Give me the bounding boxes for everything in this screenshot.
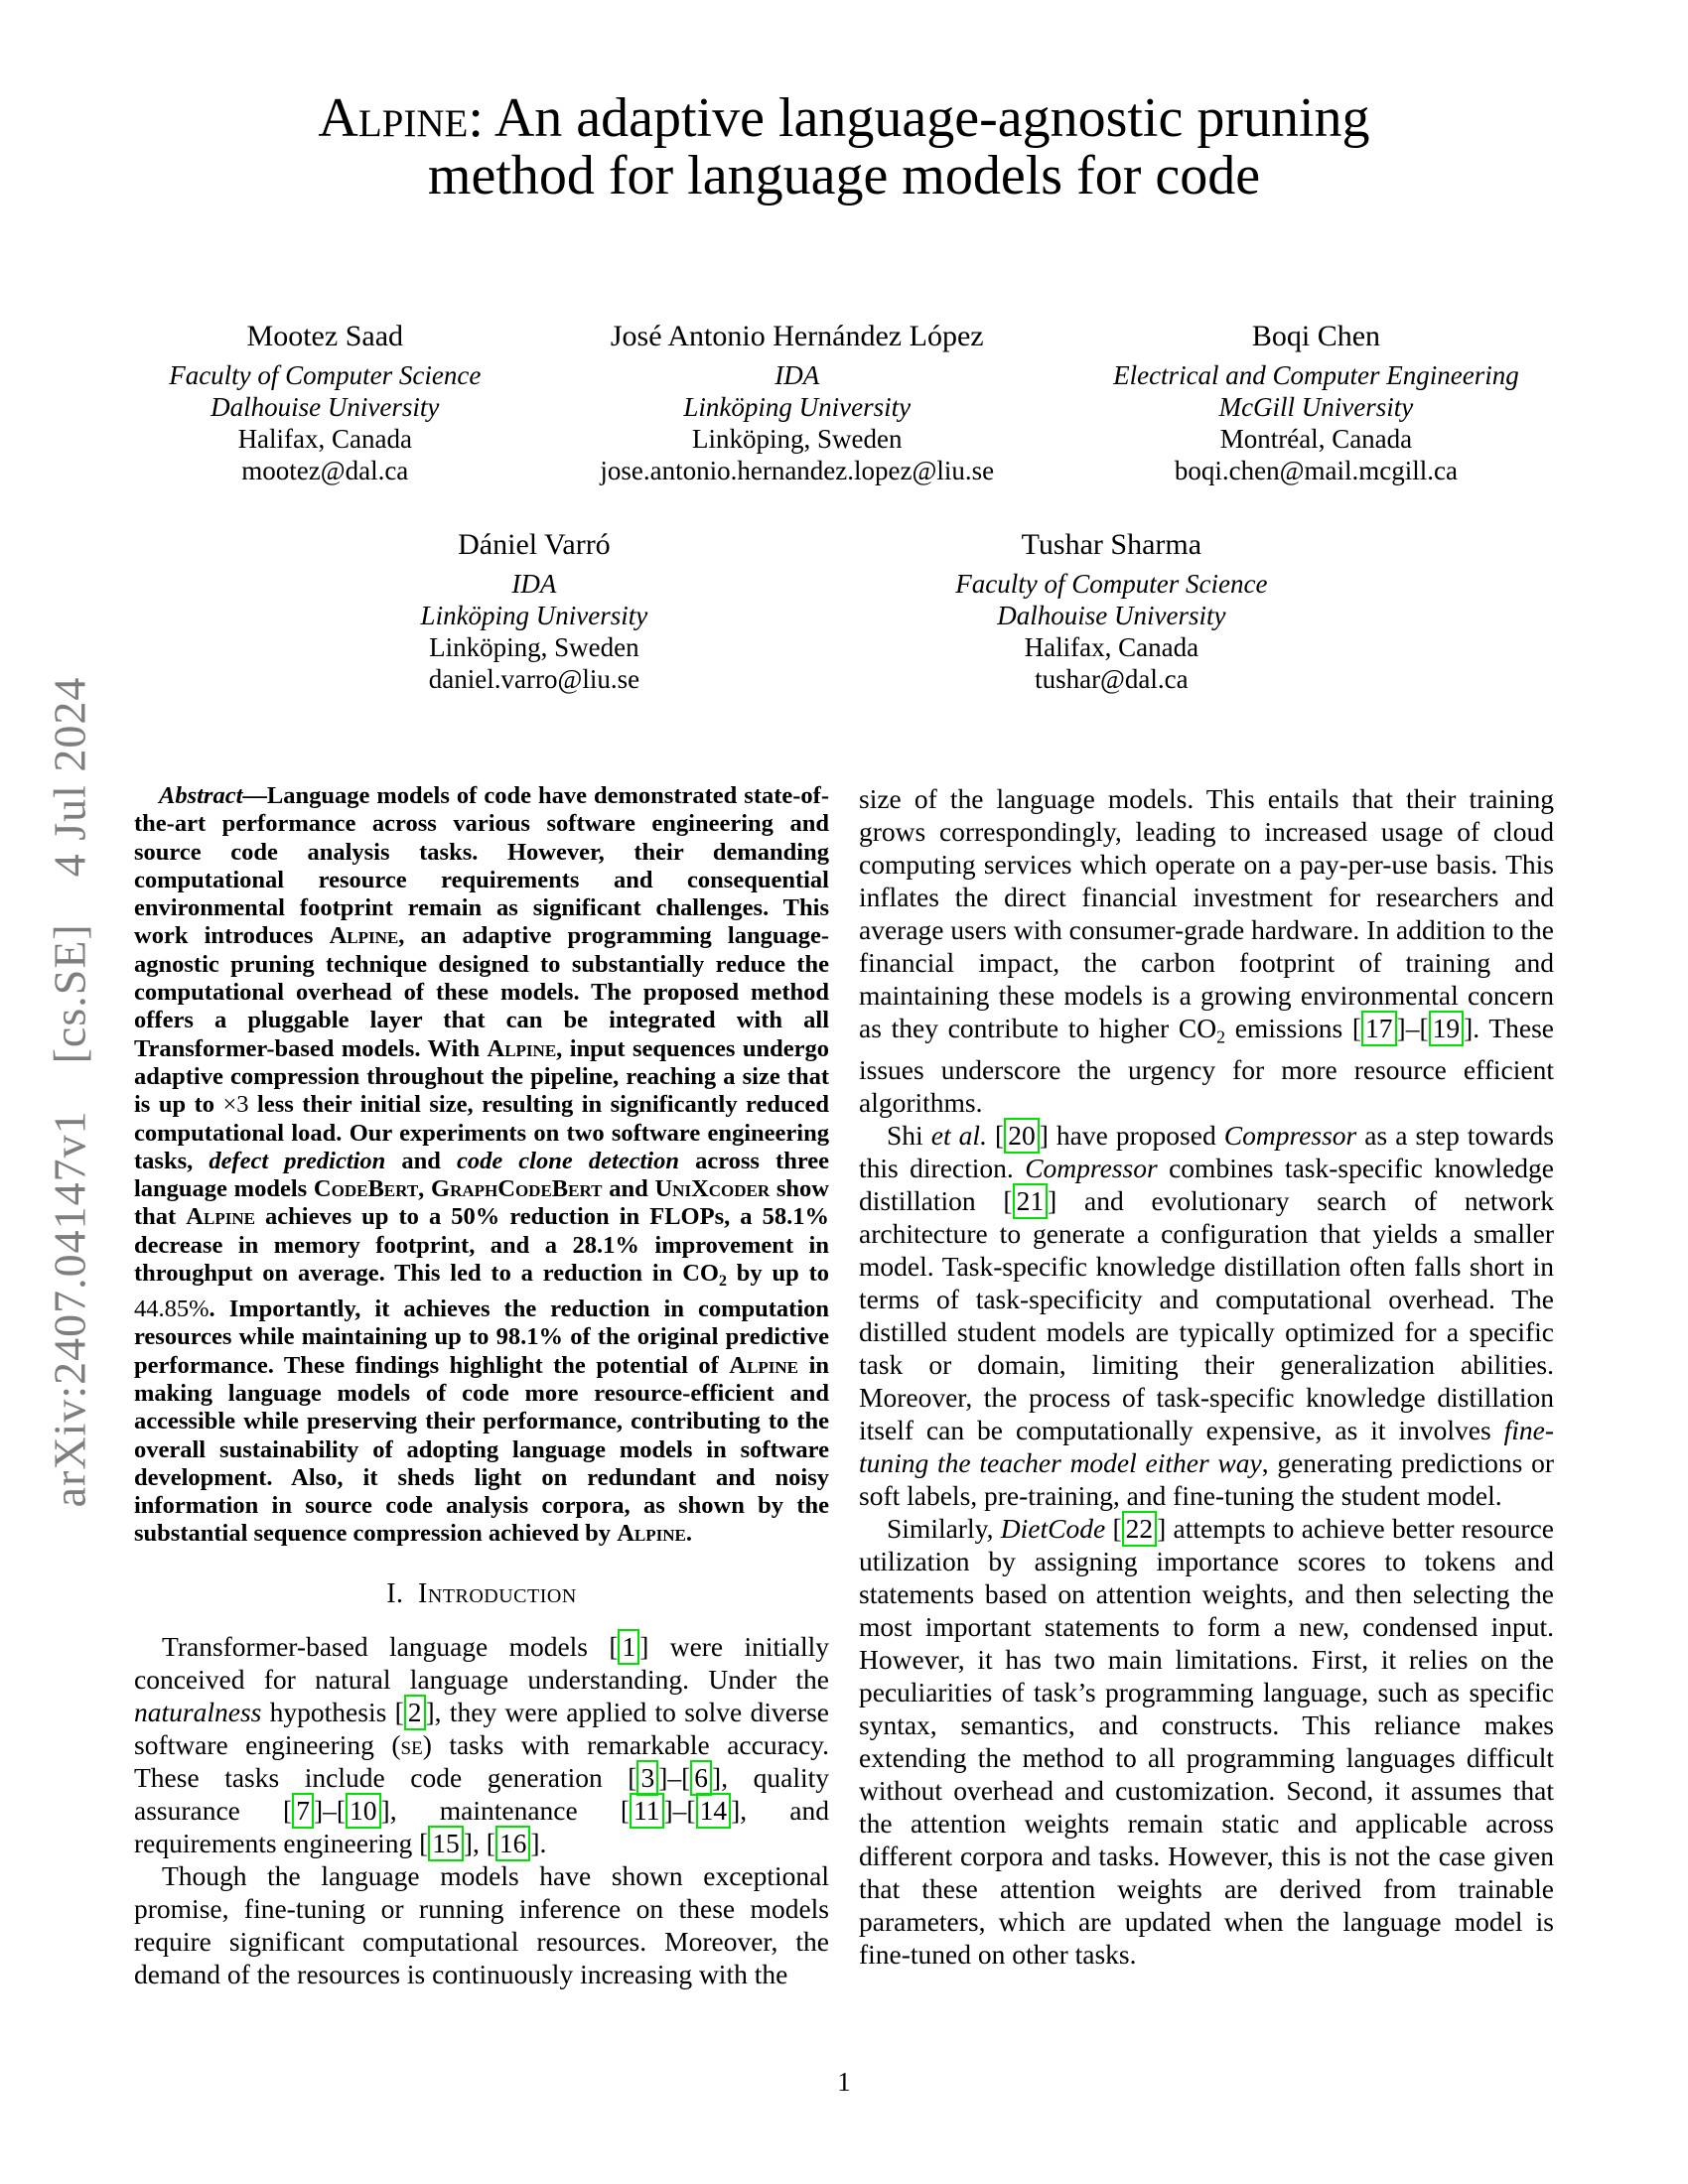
text-run: 2 xyxy=(1216,1026,1225,1047)
text-run: 44.85% xyxy=(134,1296,210,1323)
text-run: ]. These issues underscore the urgency for more resource efficient algorithms. xyxy=(859,1013,1555,1119)
text-run: ], quality assurance [ xyxy=(134,1761,829,1826)
author-name: Mootez Saad xyxy=(246,320,404,352)
text-run: ], they were applied to solve diverse software engineering ( xyxy=(134,1696,829,1760)
author-email: daniel.varro@liu.se xyxy=(428,664,640,694)
text-run: code clone detection xyxy=(456,1147,679,1174)
text-run: , generating predictions or soft labels, pre-training, and fine-tuning the student model. xyxy=(859,1447,1554,1512)
paper-title-line1 xyxy=(0,89,1688,147)
arxiv-watermark: arXiv:2407.04147v1 [cs.SE] 4 Jul 2024 xyxy=(44,676,95,1508)
page-number: 1 xyxy=(837,2067,851,2097)
text-run: naturalness xyxy=(134,1696,262,1727)
author-email: tushar@dal.ca xyxy=(1035,664,1189,694)
left-column xyxy=(134,782,829,1990)
author-row-1 xyxy=(0,320,1688,486)
text-run: ], [ xyxy=(463,1827,495,1858)
right-column xyxy=(859,782,1554,1971)
intro-paragraph-2 xyxy=(134,1859,829,1990)
text-run: by up to xyxy=(726,1260,829,1288)
author-department: Faculty of Computer Science xyxy=(955,569,1268,599)
text-run: Alpine xyxy=(329,922,399,950)
text-run: Introduction xyxy=(418,1577,577,1609)
text-run: . xyxy=(685,1520,692,1548)
author-department: Faculty of Computer Science xyxy=(169,360,482,390)
citation-link[interactable]: 17 xyxy=(1361,1011,1397,1046)
text-run: ]. xyxy=(530,1827,547,1858)
text-run: as a step towards this direction. xyxy=(859,1120,1554,1184)
text-run: show that xyxy=(134,1175,830,1231)
citation-link[interactable]: 19 xyxy=(1429,1011,1465,1046)
author-university: Dalhouise University xyxy=(211,392,440,422)
author-city: Halifax, Canada xyxy=(237,424,412,454)
citation-link[interactable]: 15 xyxy=(428,1826,464,1861)
citation-link[interactable]: 2 xyxy=(404,1695,426,1730)
text-run: ] have proposed xyxy=(1039,1120,1224,1152)
author-university: McGill University xyxy=(1218,392,1414,422)
text-run: , an adaptive programming language-agnostic pruning technique designed to substantially reduce the computational overhead of these models. The proposed method offers a pluggable layer that can be integrated with all Transformer-based models. With xyxy=(134,922,829,1062)
author-city: Montréal, Canada xyxy=(1219,424,1413,454)
text-run: : An adaptive language-agnostic pruning xyxy=(468,87,1370,149)
citation-link[interactable]: 21 xyxy=(1013,1183,1049,1219)
author-block-jose-antonio-hernandez-lopez xyxy=(600,320,994,486)
text-run: in making language models of code more resource-efficient and accessible while preserving their performance, contributing to the overall sustainability of adopting language models in software development. Also, it sheds light on redundant and noisy information in source code analysis corpora, as shown by the substantial sequence compression achieved by xyxy=(134,1351,829,1548)
text-run: CodeBert xyxy=(313,1175,419,1203)
intro-paragraph-1 xyxy=(134,1630,829,1859)
text-run: size of the language models. This entails that their training grows correspondingly, leading to increased usage of cloud computing services which operate on a pay-per-use basis. This inflates the direct financial investment for researchers and average users with consumer-grade hardware. In addition to the financial impact, the carbon footprint of training and maintaining these models is a growing environmental concern as they contribute to higher CO xyxy=(859,783,1554,1043)
text-run: Alpine xyxy=(318,87,469,149)
citation-link[interactable]: 22 xyxy=(1122,1511,1158,1547)
text-run: ], and requirements engineering [ xyxy=(134,1794,830,1858)
paper-title-line2 xyxy=(0,147,1688,205)
text-run: across three language models xyxy=(134,1147,829,1203)
text-run: ]–[ xyxy=(313,1794,347,1826)
text-run: Abstract xyxy=(159,782,243,809)
text-run: defect prediction xyxy=(209,1147,386,1174)
text-run: 2 xyxy=(718,1272,727,1290)
author-name: José Antonio Hernández López xyxy=(610,320,984,352)
text-run: ) tasks with remarkable accuracy. These tasks include code generation [ xyxy=(134,1728,829,1793)
author-city: Halifax, Canada xyxy=(1024,632,1199,662)
text-run: Alpine xyxy=(487,1034,557,1062)
citation-link[interactable]: 20 xyxy=(1004,1118,1040,1154)
author-block-tushar-sharma xyxy=(955,528,1267,695)
text-run: Alpine xyxy=(617,1520,686,1548)
text-run: I. xyxy=(386,1577,419,1609)
citation-link[interactable]: 3 xyxy=(636,1760,658,1796)
text-run: DietCode xyxy=(1000,1513,1106,1545)
text-run: achieves up to a 50% reduction in FLOPs, a 58.1% decrease in memory footprint, and a 28.1% improvement in throughput on average. This led to a reduction in CO xyxy=(134,1203,829,1288)
body-paragraph-continuation xyxy=(859,782,1554,1119)
citation-link[interactable]: 6 xyxy=(690,1760,712,1796)
author-email: boqi.chen@mail.mcgill.ca xyxy=(1174,456,1458,485)
text-run: and xyxy=(385,1147,457,1174)
citation-link[interactable]: 7 xyxy=(292,1793,314,1829)
author-city: Linköping, Sweden xyxy=(691,424,903,454)
text-run: Compressor xyxy=(1223,1120,1357,1152)
text-run: [ xyxy=(986,1120,1005,1152)
text-run: Similarly, xyxy=(887,1513,1001,1545)
text-run: ] and evolutionary search of network architecture to generate a configuration that yields a smaller model. Task-specific knowledge distillation often falls short in terms of task-specificity and computational overhead. The distilled student models are typically optimized for a specific task or domain, limiting their generalization abilities. Moreover, the process of task-specific knowledge distillation itself can be computationally expensive, as it involves xyxy=(859,1185,1554,1446)
author-university: Dalhouise University xyxy=(997,601,1226,630)
text-run: fine-tuning the teacher model either way xyxy=(859,1415,1554,1479)
abstract xyxy=(134,782,829,1549)
text-run: less their initial size, resulting in significantly reduced computational load. Our experiments on two software engineering tasks, xyxy=(134,1091,829,1174)
author-department: Electrical and Computer Engineering xyxy=(1113,360,1519,390)
text-run: Transformer-based language models [ xyxy=(162,1630,619,1662)
text-run: combines task-specific knowledge distillation [ xyxy=(859,1153,1554,1217)
citation-link[interactable]: 14 xyxy=(696,1793,732,1829)
author-email: jose.antonio.hernandez.lopez@liu.se xyxy=(600,456,995,485)
author-department: IDA xyxy=(774,360,820,390)
citation-link[interactable]: 16 xyxy=(495,1826,531,1861)
text-run: Alpine xyxy=(186,1203,255,1231)
text-run: ] were initially conceived for natural language understanding. Under the xyxy=(134,1630,829,1695)
author-city: Linköping, Sweden xyxy=(429,632,639,662)
text-run: , input sequences undergo adaptive compression throughout the pipeline, reaching a size that is up to xyxy=(134,1034,829,1119)
text-run: UniXcoder xyxy=(654,1175,771,1203)
text-run: ]–[ xyxy=(1396,1013,1429,1043)
body-paragraph-compressor xyxy=(859,1119,1554,1512)
author-name: Tushar Sharma xyxy=(1021,528,1202,561)
text-run: emissions [ xyxy=(1225,1013,1362,1043)
body-paragraph-dietcode xyxy=(859,1512,1554,1971)
author-block-mootez-saad xyxy=(169,320,481,486)
author-university: Linköping University xyxy=(420,601,648,630)
text-run: and xyxy=(602,1175,655,1203)
text-run: GraphCodeBert xyxy=(431,1175,603,1203)
author-name: Boqi Chen xyxy=(1251,320,1381,352)
text-run: ×3 xyxy=(222,1091,249,1119)
text-run: ]–[ xyxy=(663,1794,696,1826)
text-run: Shi xyxy=(887,1120,931,1152)
text-run: Compressor xyxy=(1025,1153,1158,1184)
text-run: [ xyxy=(1105,1513,1122,1545)
author-block-daniel-varro xyxy=(421,528,648,695)
citation-link[interactable]: 10 xyxy=(346,1793,381,1829)
text-run: et al. xyxy=(930,1120,987,1152)
citation-link[interactable]: 1 xyxy=(618,1629,639,1665)
text-run: method for language models for code xyxy=(427,145,1261,206)
text-run: —Language models of code have demonstrated state-of-the-art performance across various software engineering and source code analysis tasks. However, their demanding computational resource requirements and consequential environmental footprint remain as significant challenges. This work introduces xyxy=(134,782,829,950)
author-university: Linköping University xyxy=(683,392,912,422)
text-run: Alpine xyxy=(729,1351,799,1379)
text-run: ], maintenance [ xyxy=(380,1794,631,1826)
text-run: . Importantly, it achieves the reduction in computation resources while maintaining up to 98.1% of the original predictive performance. These findings highlight the potential of xyxy=(134,1296,829,1379)
paper-title xyxy=(0,89,1688,205)
text-run: se xyxy=(400,1728,423,1760)
section-heading-introduction xyxy=(134,1578,829,1610)
author-name: Dániel Varró xyxy=(458,528,611,561)
text-run: ] attempts to achieve better resource utilization by assigning importance scores to tokens and statements based on attention weights, and then selecting the most important statements to form a new, condensed input. However, it has two main limitations. First, it relies on the peculiarities of task’s programming language, such as specific syntax, semantics, and constructs. This reliance makes extending the method to all programming languages difficult without overhead and customization. Second, it assumes that the attention weights remain static and applicable across different corpora and tasks. However, this is not the case given that these attention weights are derived from trainable parameters, which are updated when the language model is fine-tuned on other tasks. xyxy=(859,1513,1554,1971)
text-run: hypothesis [ xyxy=(261,1696,404,1727)
author-department: IDA xyxy=(511,569,557,599)
citation-link[interactable]: 11 xyxy=(630,1793,663,1829)
author-email: mootez@dal.ca xyxy=(241,456,409,485)
text-run: Though the language models have shown exceptional promise, fine-tuning or running inference on these models require significant computational resources. Moreover, the demand of the resources is continuously increasing with the xyxy=(134,1859,829,1989)
author-block-boqi-chen xyxy=(1113,320,1519,486)
text-run: , xyxy=(418,1175,432,1203)
text-run: ]–[ xyxy=(658,1761,691,1793)
author-row-2 xyxy=(0,528,1688,695)
